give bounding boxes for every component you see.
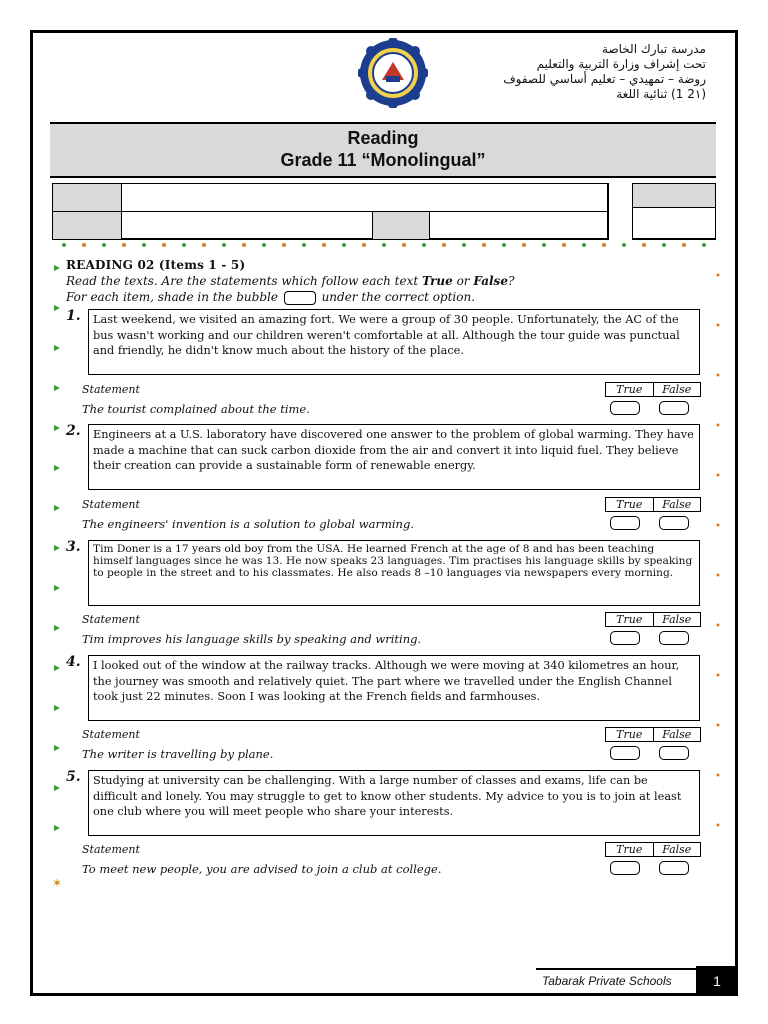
page-title: Reading <box>347 128 419 148</box>
bubble-example-icon <box>284 291 316 305</box>
true-label: True <box>606 383 654 396</box>
section-heading: READING 02 (Items 1 - 5) <box>66 258 246 272</box>
student-info-table <box>52 183 608 239</box>
arabic-line-4: (2١ 1) ثنائية اللغة <box>616 87 706 101</box>
true-false-header <box>605 497 701 512</box>
instruction-text: under the correct option. <box>317 290 476 304</box>
page-number: 1 <box>696 966 738 996</box>
false-label: False <box>662 843 692 856</box>
statement-label: Statement <box>82 383 140 396</box>
statement-label: Statement <box>82 843 140 856</box>
true-bubble[interactable] <box>610 746 640 760</box>
statement-text: Tim improves his language skills by speaking and writing. <box>82 632 422 646</box>
true-label: True <box>606 498 654 511</box>
title-bar <box>50 122 716 178</box>
passage-text: Studying at university can be challenging. With a large number of classes and exams, life can be difficult and lonely. You may struggle to get to know other students. My advice to you is to join at least one club where you will meet people who share your interests. <box>88 770 700 836</box>
true-label: True <box>606 843 654 856</box>
true-bubble[interactable] <box>610 631 640 645</box>
true-false-header <box>605 612 701 627</box>
item-number: 5. <box>66 769 81 785</box>
info-label-cell-3 <box>372 211 430 240</box>
statement-text: The tourist complained about the time. <box>82 402 310 416</box>
false-label: False <box>662 498 692 511</box>
school-header-arabic <box>466 42 706 102</box>
statement-label: Statement <box>82 613 140 626</box>
true-false-header <box>605 382 701 397</box>
false-bubble[interactable] <box>659 401 689 415</box>
instruction-line-1 <box>66 274 514 288</box>
score-field[interactable] <box>632 207 716 240</box>
false-bubble[interactable] <box>659 631 689 645</box>
page-subtitle: Grade 11 “Monolingual” <box>280 150 486 170</box>
passage-text: Tim Doner is a 17 years old boy from the USA. He learned French at the age of 8 and has been teaching himself languages since he was 13. He now speaks 23 languages. Tim practises his language skills by speaking to people in the street and to his classmates. He also reads 8 –10 languages via newspapers every morning. <box>88 540 700 606</box>
info-field-date[interactable] <box>429 211 609 240</box>
statement-label: Statement <box>82 728 140 741</box>
arabic-line-2: تحت إشراف وزارة التربية والتعليم <box>536 57 706 71</box>
false-label: False <box>662 383 692 396</box>
item-number: 1. <box>66 308 81 324</box>
info-label-cell-2 <box>52 211 122 240</box>
instruction-true: True <box>422 274 453 288</box>
statement-text: To meet new people, you are advised to join a club at college. <box>82 862 442 876</box>
item-number: 4. <box>66 654 81 670</box>
instruction-text: For each item, shade in the bubble <box>66 290 282 304</box>
instruction-line-2 <box>66 290 475 305</box>
false-bubble[interactable] <box>659 746 689 760</box>
score-label-cell <box>632 183 716 208</box>
passage-text: Last weekend, we visited an amazing fort. We were a group of 30 people. Unfortunately, the AC of the bus wasn't working and our children weren't comfortable at all. Although the tour guide was punctual and friendly, he didn't know much about the history of the place. <box>88 309 700 375</box>
false-bubble[interactable] <box>659 516 689 530</box>
true-false-header <box>605 727 701 742</box>
footer <box>536 968 716 994</box>
decorative-border-top <box>58 242 718 248</box>
true-bubble[interactable] <box>610 401 640 415</box>
passage-text: Engineers at a U.S. laboratory have discovered one answer to the problem of global warming. They have made a machine that can suck carbon dioxide from the air and convert it into liquid fuel. They believe their creation can provide a sustainable form of renewable energy. <box>88 424 700 490</box>
item-number: 3. <box>66 539 81 555</box>
true-bubble[interactable] <box>610 516 640 530</box>
arabic-line-3: روضة – تمهيدي – تعليم أساسي للصفوف <box>503 72 706 86</box>
true-label: True <box>606 613 654 626</box>
instruction-text: Read the texts. Are the statements which follow each text <box>66 274 423 288</box>
info-field-name[interactable] <box>121 183 609 212</box>
arabic-line-1: مدرسة تبارك الخاصة <box>602 42 706 56</box>
true-false-header <box>605 842 701 857</box>
statement-text: The writer is travelling by plane. <box>82 747 274 761</box>
false-bubble[interactable] <box>659 861 689 875</box>
passage-text: I looked out of the window at the railway tracks. Although we were moving at 340 kilometres an hour, the journey was smooth and relatively quiet. The part where we travelled under the English Channel took just 22 minutes. Soon I was looking at the French fields and farmhouses. <box>88 655 700 721</box>
item-number: 2. <box>66 423 81 439</box>
false-label: False <box>662 728 692 741</box>
instruction-or: or <box>452 274 474 288</box>
instruction-false: False <box>473 274 508 288</box>
statement-text: The engineers' invention is a solution to global warming. <box>82 517 414 531</box>
school-logo <box>358 38 428 108</box>
decorative-border-left <box>52 255 62 875</box>
statement-label: Statement <box>82 498 140 511</box>
true-bubble[interactable] <box>610 861 640 875</box>
info-label-cell-1 <box>52 183 122 212</box>
score-box <box>632 183 716 239</box>
star-decoration-icon: ✶ <box>52 876 63 890</box>
footer-school-name: Tabarak Private Schools <box>542 974 672 988</box>
false-label: False <box>662 613 692 626</box>
info-field-class[interactable] <box>121 211 373 240</box>
true-label: True <box>606 728 654 741</box>
decorative-border-right <box>714 255 722 875</box>
instruction-end: ? <box>507 274 515 288</box>
